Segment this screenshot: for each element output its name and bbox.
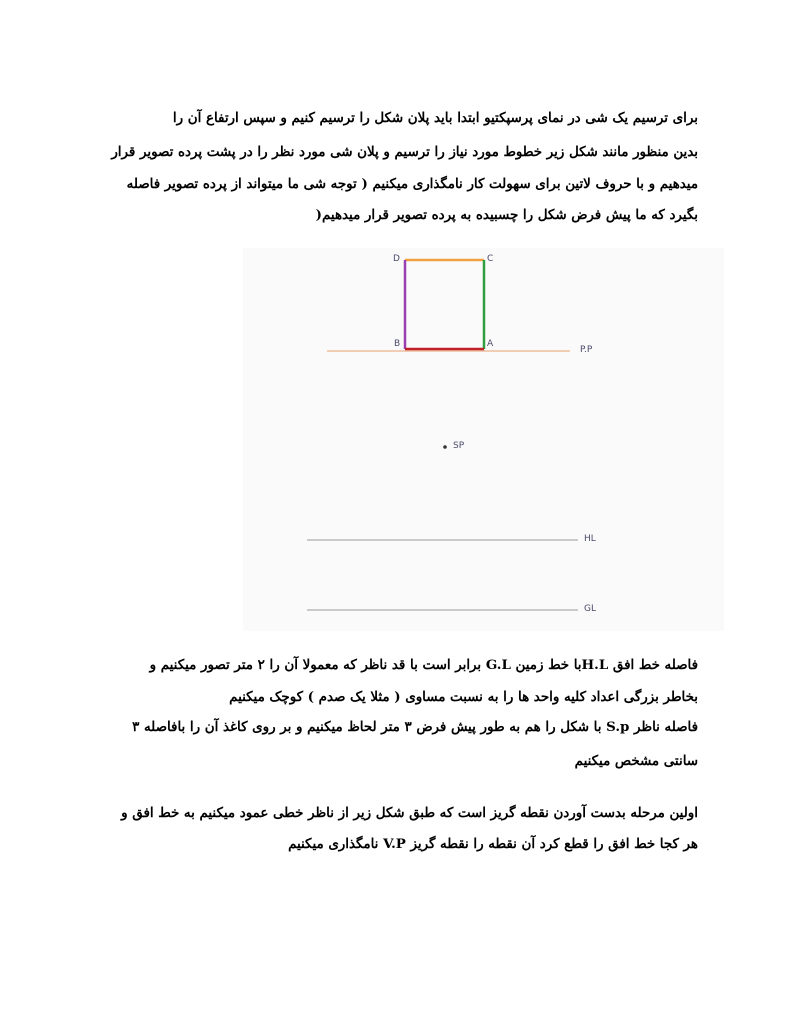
label-sp: SP: [453, 441, 465, 451]
perspective-plan-figure: [243, 248, 724, 631]
text-line: برای ترسیم یک شی در نمای پرسپکتیو ابتدا باید پلان شکل را ترسیم کنیم و سپس ارتفاع آن را: [172, 110, 698, 126]
label-c: C: [487, 254, 494, 264]
figure-drawing: [243, 248, 724, 631]
text-line: فاصله خط افق H.Lبا خط زمین G.L برابر است با قد ناظر که معمولا آن را ۲ متر تصور میکنیم و: [149, 657, 698, 673]
label-gl: GL: [584, 604, 596, 614]
text-line: بخاطر بزرگی اعداد کلیه واحد ها را به نسبت مساوی ( مثلا یک صدم ) کوچک میکنیم: [229, 689, 698, 705]
text-line: سانتی مشخص میکنیم: [574, 753, 698, 769]
text-line: هر کجا خط افق را قطع کرد آن نقطه را نقطه گریز V.P نامگذاری میکنیم: [288, 836, 698, 852]
text-line: فاصله ناظر S.p با شکل را هم به طور پیش فرض ۳ متر لحاظ میکنیم و بر روی کاغذ آن را بافاصله ۳: [132, 719, 698, 735]
label-pp: P.P: [580, 345, 593, 355]
text-line: میدهیم و با حروف لاتین برای سهولت کار نامگذاری میکنیم ( توجه شی ما میتواند از پرده تصویر فاصله: [126, 176, 698, 192]
text-line: اولین مرحله بدست آوردن نقطه گریز است که طبق شکل زیر از ناظر خطی عمود میکنیم به خط افق و: [121, 805, 698, 821]
label-a: A: [487, 339, 494, 349]
label-b: B: [394, 339, 401, 349]
label-d: D: [393, 254, 400, 264]
label-hl: HL: [584, 534, 596, 544]
text-line: بدین منظور مانند شکل زیر خطوط مورد نیاز را ترسیم و پلان شی مورد نظر را در پشت پرده تصویر قرار: [111, 144, 698, 160]
station-point-dot: [443, 445, 447, 449]
text-line: بگیرد که ما پیش فرض شکل را چسبیده به پرده تصویر قرار میدهیم(: [315, 207, 698, 223]
